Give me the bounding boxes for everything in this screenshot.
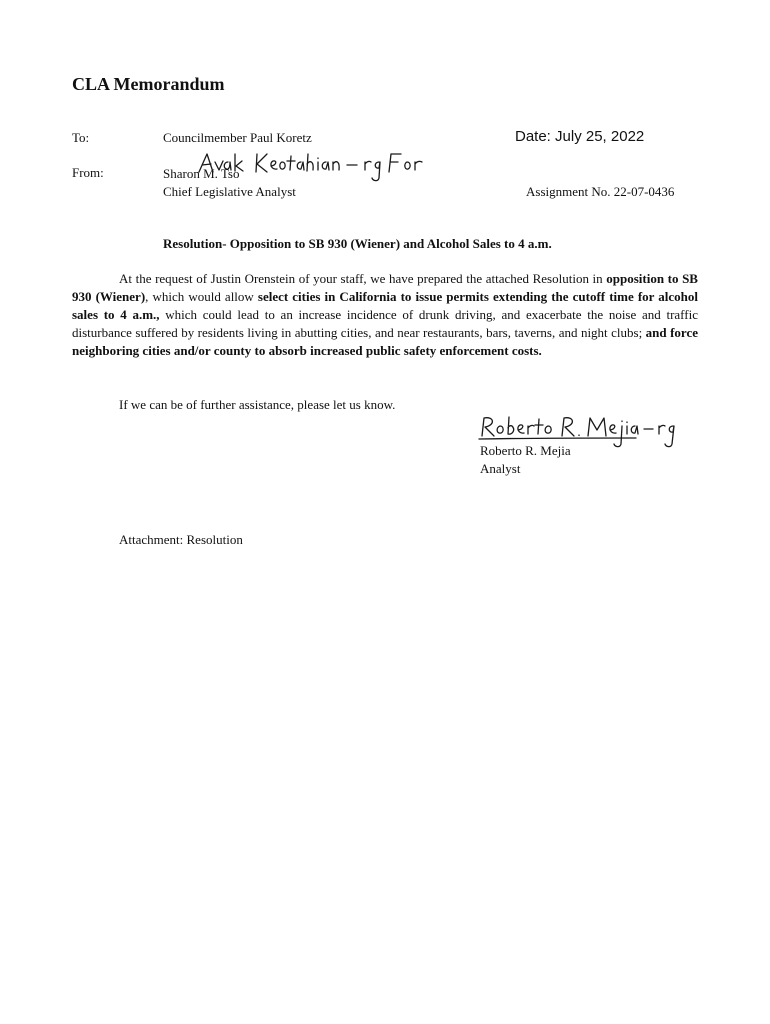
from-label: From: xyxy=(72,165,104,180)
memo-title: CLA Memorandum xyxy=(72,74,225,94)
analyst-title: Analyst xyxy=(480,461,521,476)
body-text-2: , which would allow xyxy=(145,289,258,304)
body-text-3: which could lead to an increase incidence of drunk driving, and exacerbate the noise and traffic disturbance suffered by residents living in abutting cities, and near restaurants, bars, taverns, and night clubs; xyxy=(72,307,698,340)
body-bold-3: and force neighboring cities and/or county to absorb increased public safety enforcement costs. xyxy=(72,325,698,358)
body-bold-1: opposition to SB 930 (Wiener) xyxy=(72,271,698,304)
from-signature xyxy=(195,150,435,184)
assignment-number: Assignment No. 22-07-0436 xyxy=(526,184,675,199)
closing-line: If we can be of further assistance, please let us know. xyxy=(119,397,396,412)
body-text-1: At the request of Justin Orenstein of your staff, we have prepared the attached Resolution in xyxy=(119,271,607,286)
memo-subject: Resolution- Opposition to SB 930 (Wiener) and Alcohol Sales to 4 a.m. xyxy=(163,236,552,251)
to-label: To: xyxy=(72,130,90,145)
from-name: Sharon M. Tso xyxy=(163,166,240,181)
analyst-name: Roberto R. Mejia xyxy=(480,443,571,458)
attachment-line: Attachment: Resolution xyxy=(119,532,243,547)
to-recipient: Councilmember Paul Koretz xyxy=(163,130,312,145)
memo-date: Date: July 25, 2022 xyxy=(515,128,645,145)
from-title: Chief Legislative Analyst xyxy=(163,184,296,199)
body-bold-2: select cities in California to issue permits extending the cutoff time for alcohol sales to 4 a.m., xyxy=(72,289,698,322)
memo-body xyxy=(72,270,698,360)
